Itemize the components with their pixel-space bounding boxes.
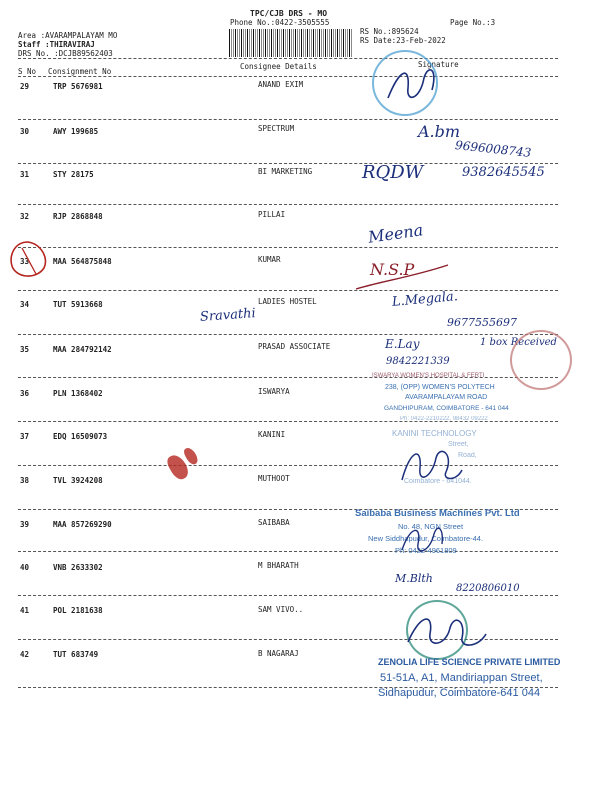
row-consignment: TUT 5913668 [53, 300, 103, 309]
column-consignment: Consignment No [48, 67, 112, 76]
divider [18, 58, 558, 59]
row-consignee: BI MARKETING [258, 167, 313, 176]
stamp-line: KANINI TECHNOLOGY [392, 429, 477, 438]
drs-number: DRS No. :DCJB89562403 [18, 49, 113, 58]
row-consignee: KUMAR [258, 255, 281, 264]
red-circle-mark [6, 238, 50, 282]
round-stamp [510, 330, 572, 390]
row-sno: 35 [20, 345, 30, 354]
row-consignee: PILLAI [258, 210, 286, 219]
row-consignment: MAA 857269290 [53, 520, 112, 529]
signature-scribble [396, 440, 466, 490]
row-consignee: SAIBABA [258, 518, 290, 527]
page-number: Page No.:3 [450, 18, 496, 27]
rs-number: RS No.:895624 [360, 27, 419, 36]
stamp-line: Coimbatore - 641044. [404, 478, 472, 485]
stamp-line: Ph: 0422-2210222, 98432 09222 [400, 416, 488, 422]
stamp-line: Saibaba Business Machines Pvt. Ltd [355, 508, 520, 519]
phone-number: Phone No.:0422-3505555 [230, 18, 330, 27]
handwritten-signature: RQDW [362, 162, 424, 183]
row-divider [18, 551, 558, 552]
column-sno: S No [18, 67, 37, 76]
handwritten-name: M.Blth [395, 572, 433, 585]
row-divider [18, 595, 558, 596]
row-sno: 30 [20, 127, 30, 136]
stamp-line: Street, [448, 441, 469, 448]
row-sno: 36 [20, 389, 30, 398]
row-consignee: LADIES HOSTEL [258, 297, 317, 306]
row-divider [18, 247, 558, 248]
handwritten-phone: 9382645545 [462, 165, 545, 180]
handwritten-name: E.Lay [385, 337, 420, 351]
row-consignment: POL 2181638 [53, 606, 103, 615]
handwritten-name: Sravathi [199, 306, 257, 325]
handwritten-phone: 9696008743 [454, 138, 532, 160]
row-divider [18, 465, 558, 466]
document-title: TPC/CJB DRS - MO [250, 9, 328, 18]
row-consignee: B NAGARAJ [258, 649, 299, 658]
stamp-line: Sidhapudur, Coimbatore-641 044 [378, 687, 541, 699]
row-sno: 40 [20, 563, 30, 572]
area-label: Area :AVARAMPALAYAM MO [18, 31, 118, 40]
handwritten-name: A.bm [418, 122, 461, 141]
stamp-line: 51-51A, A1, Mandiriappan Street, [380, 672, 543, 684]
row-consignee: M BHARATH [258, 561, 299, 570]
stamp-line: Road, [458, 452, 477, 459]
row-consignment: EDQ 16509073 [53, 432, 108, 441]
handwritten-signature: N.S.P [370, 260, 415, 279]
row-divider [18, 119, 558, 120]
row-consignee: SAM VIVO.. [258, 605, 304, 614]
row-consignment: RJP 2868848 [53, 212, 103, 221]
row-consignment: MAA 564875848 [53, 257, 112, 266]
row-consignee: SPECTRUM [258, 124, 295, 133]
handwritten-phone: 9842221339 [386, 356, 450, 367]
signature-scribble [380, 58, 450, 114]
row-sno: 32 [20, 212, 30, 221]
row-consignment: TVL 3924208 [53, 476, 103, 485]
staff-label: Staff :THIRAVIRAJ [18, 40, 95, 49]
row-sno: 42 [20, 650, 30, 659]
stamp-line: 238, (OPP) WOMEN'S POLYTECH [385, 384, 495, 391]
row-consignee: MUTHOOT [258, 474, 290, 483]
row-consignment: MAA 284792142 [53, 345, 112, 354]
row-consignment: TRP 5676981 [53, 82, 103, 91]
column-signature: Signature [418, 60, 459, 69]
row-sno: 38 [20, 476, 30, 485]
row-consignee: KANINI [258, 430, 286, 439]
row-sno: 29 [20, 82, 30, 91]
handwritten-note: 1 box Received [480, 337, 557, 348]
handwritten-phone: 9677555697 [447, 316, 517, 329]
row-divider [18, 290, 558, 291]
stamp-line: GANDHIPURAM, COIMBATORE - 641 044 [384, 405, 509, 412]
stamp-line: Ph: 0422-4961809 [395, 546, 457, 555]
row-divider [18, 204, 558, 205]
row-sno: 34 [20, 300, 30, 309]
row-sno: 31 [20, 170, 30, 179]
row-divider [18, 163, 558, 164]
stamp-line: New Siddhapudur, Coimbatore-44. [368, 534, 484, 543]
row-consignment: VNB 2633302 [53, 563, 103, 572]
signature-scribble [400, 608, 490, 658]
stamp-line: ISWARYA WOMEN'S HOSPITAL & FERTI [372, 373, 485, 379]
row-consignment: PLN 1368402 [53, 389, 103, 398]
row-consignment: TUT 683749 [53, 650, 99, 659]
row-sno: 41 [20, 606, 30, 615]
underline-scribble [352, 255, 452, 295]
row-sno: 37 [20, 432, 30, 441]
row-sno: 33 [20, 257, 30, 266]
handwritten-phone: 8220806010 [456, 583, 520, 594]
stamp-line: No. 48, NGN Street [398, 522, 464, 531]
signature-scribble [398, 520, 448, 560]
column-consignee: Consignee Details [240, 62, 317, 71]
row-consignee: ANAND EXIM [258, 80, 304, 89]
row-consignment: STY 28175 [53, 170, 94, 179]
stamp-line: ZENOLIA LIFE SCIENCE PRIVATE LIMITED [378, 657, 561, 667]
row-consignment: AWY 199685 [53, 127, 99, 136]
row-consignee: ISWARYA [258, 387, 290, 396]
divider [18, 76, 558, 77]
row-divider [18, 334, 558, 335]
stamp-line: AVARAMPALAYAM ROAD [405, 394, 488, 401]
row-consignee: PRASAD ASSOCIATE [258, 342, 331, 351]
handwritten-name: L.Megala. [391, 289, 459, 310]
row-sno: 39 [20, 520, 30, 529]
handwritten-name: Meena [366, 220, 425, 247]
barcode [229, 29, 352, 57]
rs-date: RS Date:23-Feb-2022 [360, 36, 446, 45]
